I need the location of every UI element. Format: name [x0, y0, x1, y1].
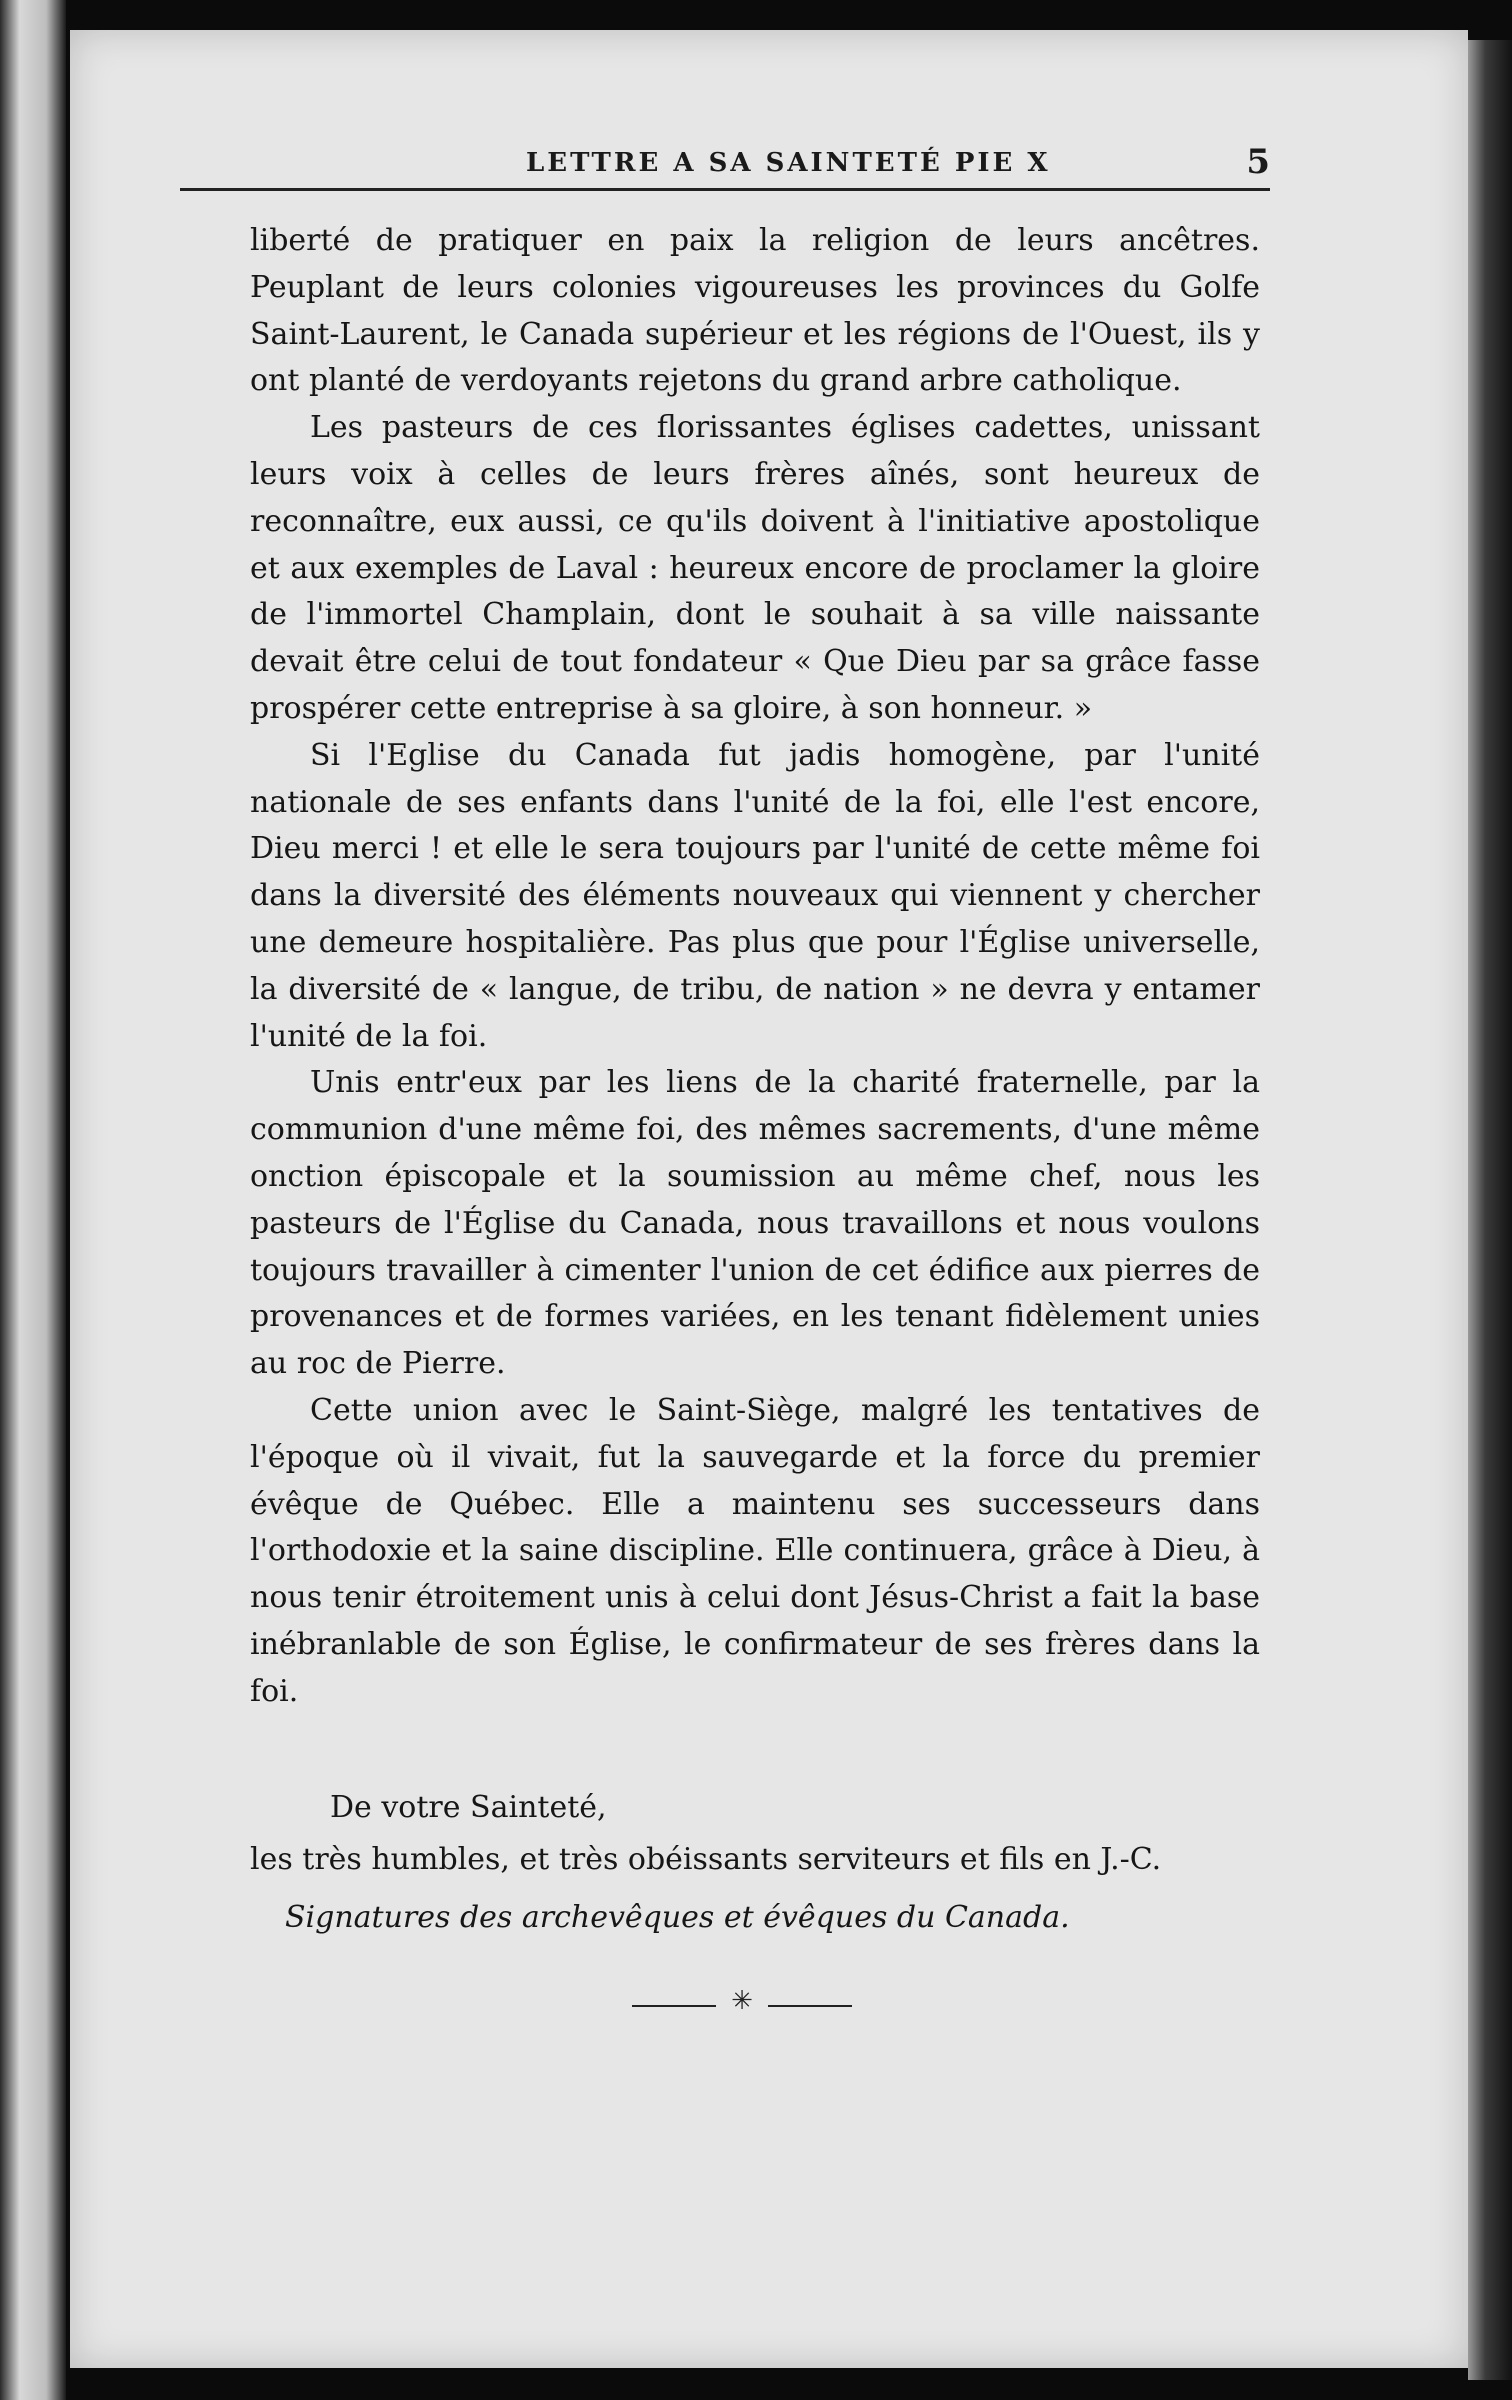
page-header: [180, 118, 1270, 191]
page-number: 5: [1246, 142, 1270, 182]
signatures-note: Signatures des archevêques et évêques du Canada.: [285, 1900, 1070, 1935]
closing-block: [250, 1782, 1260, 1944]
paragraph-1: liberté de pratiquer en paix la religion de leurs ancêtres. Peuplant de leurs colonies vigoureuses les provinces du Golfe Saint-Laurent, le Canada supérieur et les régions de l'Ouest, ils y ont planté de verdoyants rejetons du grand arbre catholique.: [250, 223, 1260, 399]
paragraph-5: Cette union avec le Saint-Siège, malgré les tentatives de l'époque où il vivait, fut la sauvegarde et la force du premier évêque de Québec. Elle a maintenu ses successeurs dans l'orthodoxie et la saine discipline. Elle continuera, grâce à Dieu, à nous tenir étroitement unis à celui dont Jésus-Christ a fait la base inébranlable de son Église, le confirmateur de ses frères dans la foi.: [250, 1392, 1260, 1709]
running-head: LETTRE A SA SAINTETÉ PIE X: [526, 148, 1051, 178]
valediction: les très humbles, et très obéissants serviteurs et fils en J.-C.: [250, 1842, 1162, 1877]
salutation: De votre Sainteté,: [330, 1790, 607, 1825]
paragraph-3: Si l'Eglise du Canada fut jadis homogène, par l'unité nationale de ses enfants dans l'unité de la foi, elle l'est encore, Dieu merci ! et elle le sera toujours par l'unité de cette même foi dans la diversité des éléments nouveaux qui viennent y chercher une demeure hospitalière. Pas plus que pour l'Église universelle, la diversité de « langue, de tribu, de nation » ne devra y entamer l'unité de la foi.: [250, 737, 1260, 1054]
ornament-rule-right: [768, 2005, 852, 2007]
left-binding-edge: [0, 0, 66, 2400]
paragraph-2: Les pasteurs de ces florissantes églises cadettes, unissant leurs voix à celles de leurs frères aînés, sont heureux de reconnaître, eux aussi, ce qu'ils doivent à l'initiative apostolique et aux exemples de Laval : heureux encore de proclamer la gloire de l'immortel Champlain, dont le souhait à sa ville naissante devait être celui de tout fondateur « Que Dieu par sa grâce fasse prospérer cette entreprise à sa gloire, à son honneur. »: [250, 410, 1260, 726]
ornament-icon: ✳: [731, 1986, 753, 2016]
ornament-rule-left: [632, 2005, 716, 2007]
end-ornament: [632, 1986, 852, 2016]
body-text: [250, 218, 1260, 1716]
right-page-edge: [1468, 40, 1512, 2380]
paragraph-4: Unis entr'eux par les liens de la charité fraternelle, par la communion d'une même foi, des mêmes sacrements, d'une même onction épiscopale et la soumission au même chef, nous les pasteurs de l'Église du Canada, nous travaillons et nous voulons toujours travailler à cimenter l'union de cet édifice aux pierres de provenances et de formes variées, en les tenant fidèlement unies au roc de Pierre.: [250, 1065, 1260, 1382]
